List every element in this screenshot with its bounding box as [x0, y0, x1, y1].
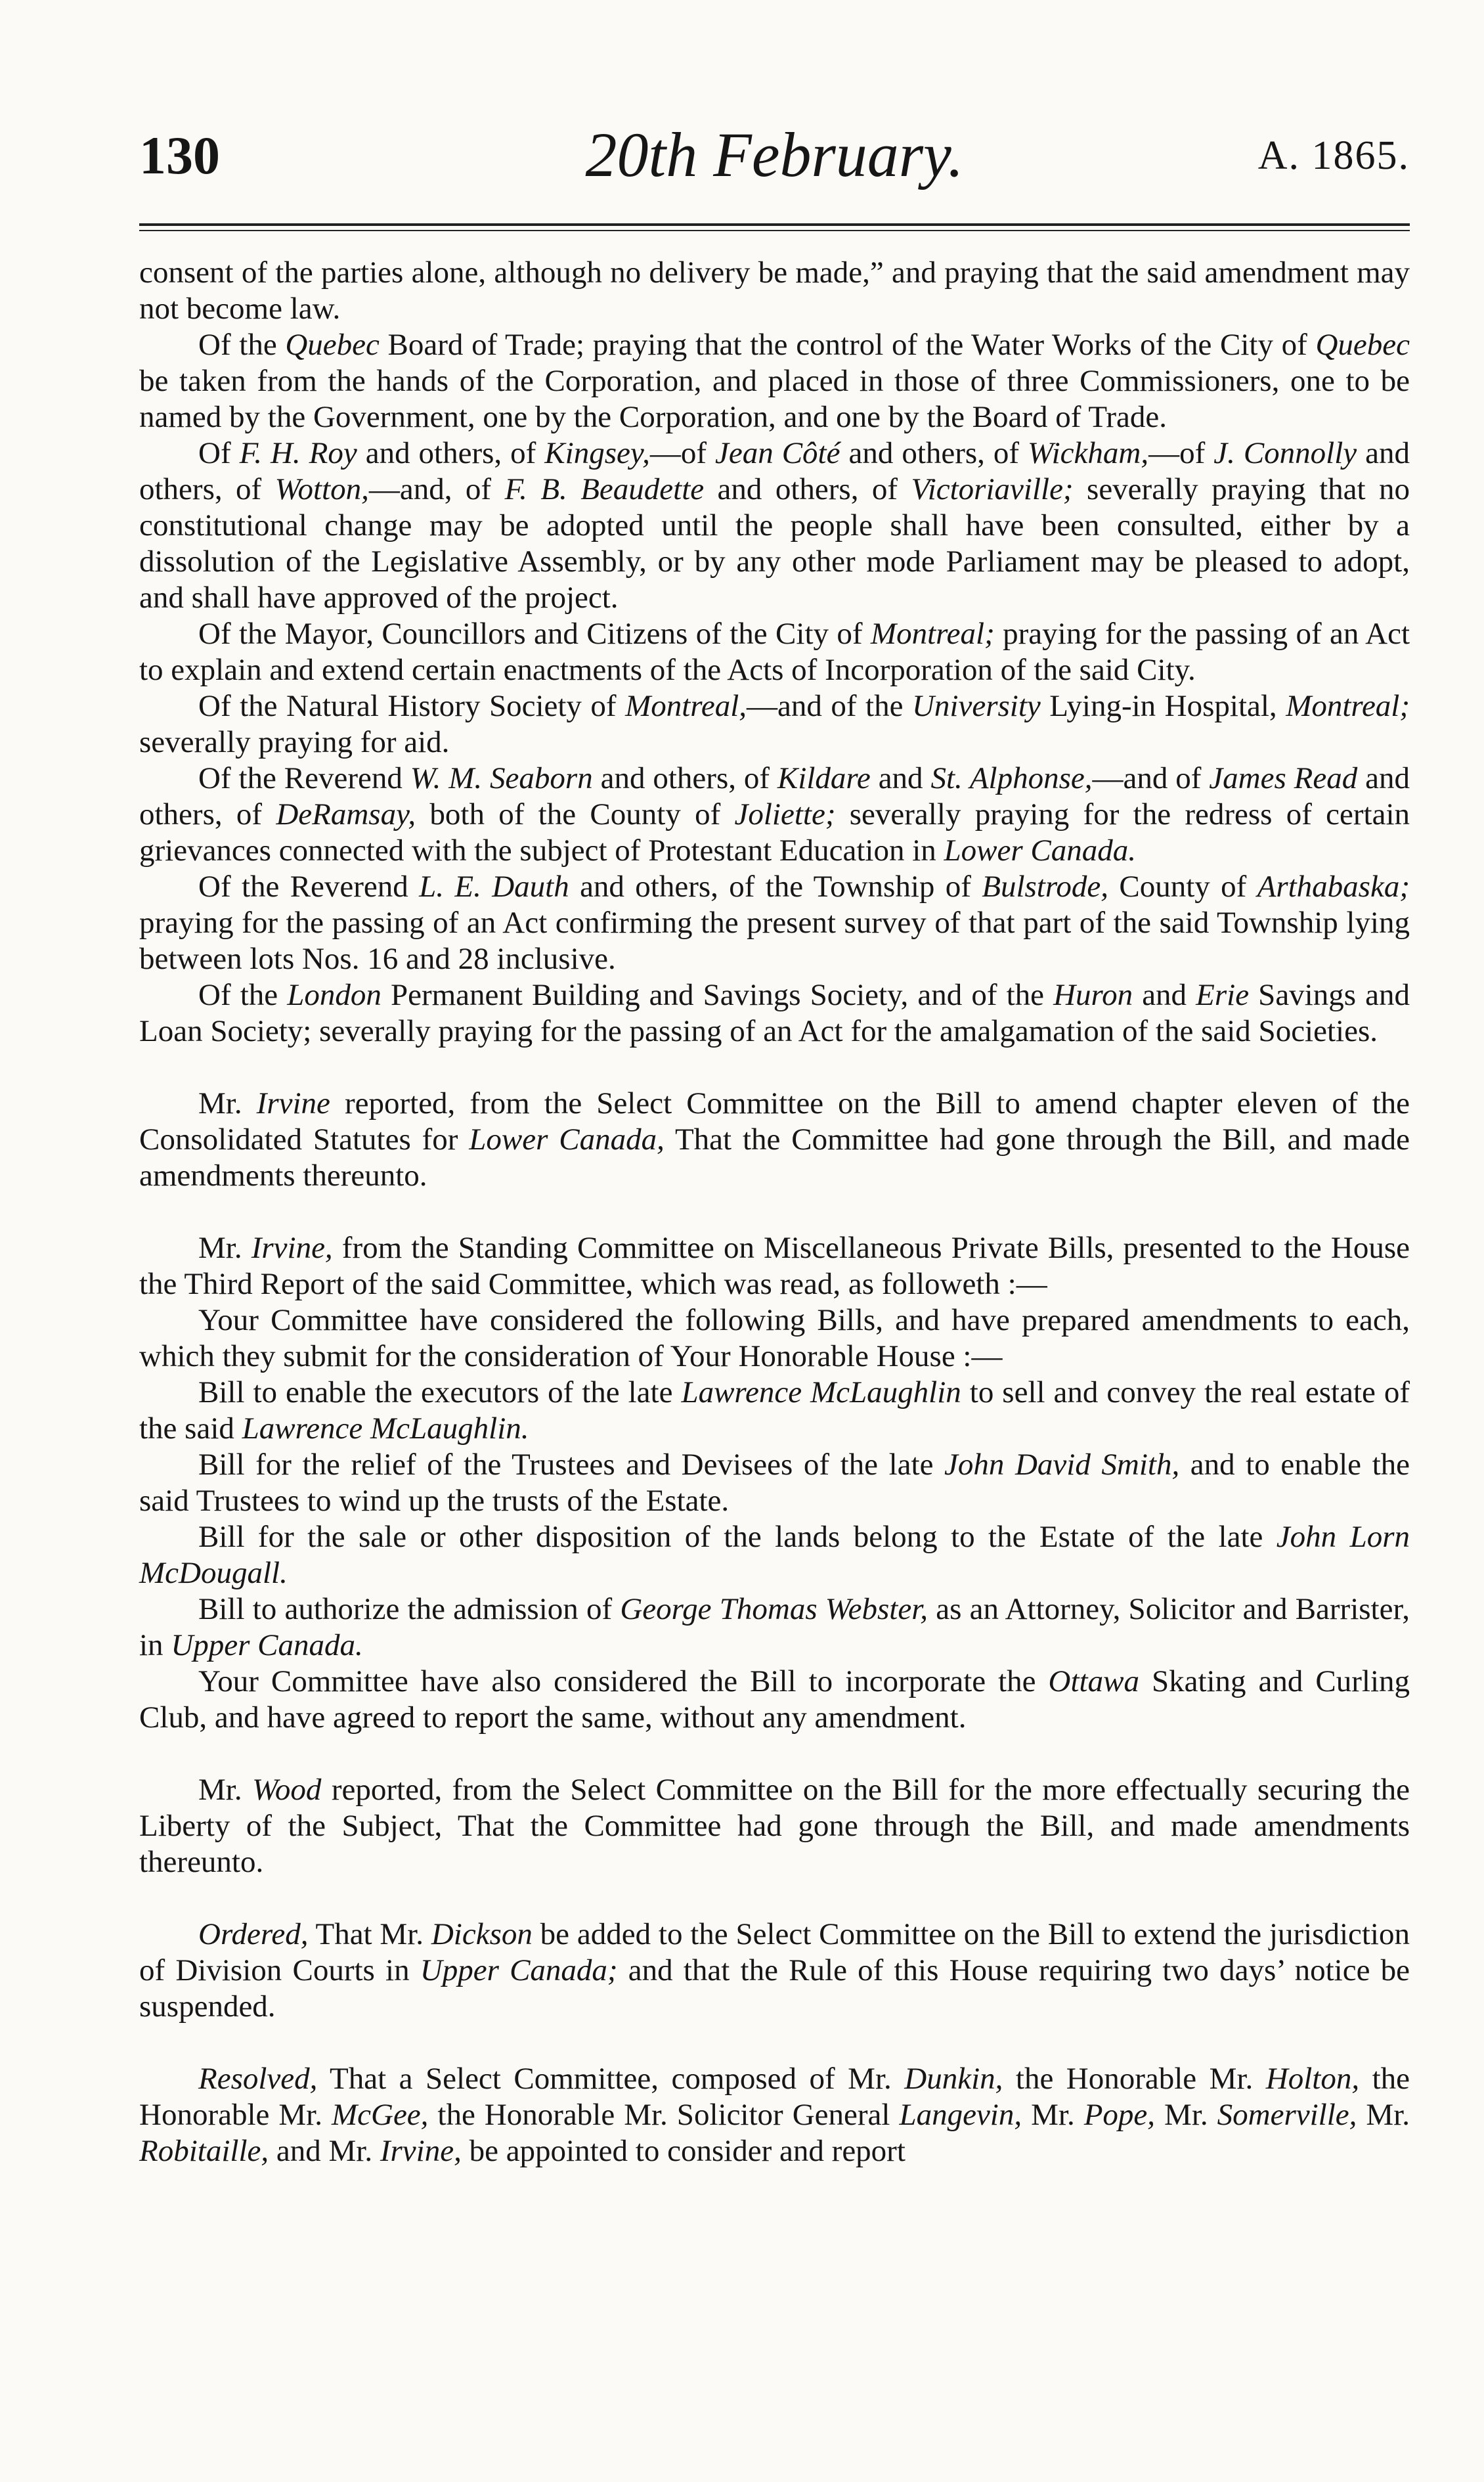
text-run: consent of the parties alone, although no delivery be made,” and praying that the said amendment may not become law.: [139, 255, 1410, 326]
text-run: Mr.: [1022, 2098, 1084, 2132]
text-run: and: [870, 761, 931, 795]
text-run: Mr.: [198, 1231, 251, 1265]
text-run: Of the Natural History Society of: [198, 689, 626, 723]
text-run: and to enable the said Trustees to wind up the trusts of the Estate.: [139, 1448, 1410, 1518]
italic-text-run: University: [911, 689, 1041, 723]
italic-text-run: W. M. Seaborn: [410, 761, 593, 795]
italic-text-run: Ordered,: [198, 1917, 309, 1951]
paragraph: [139, 255, 1410, 327]
text-run: Mr.: [198, 1773, 253, 1807]
text-run: Of the: [198, 978, 288, 1012]
italic-text-run: Lower Canada,: [469, 1122, 665, 1157]
italic-text-run: Upper Canada.: [171, 1628, 363, 1662]
text-run: —of: [1148, 436, 1214, 470]
text-run: Bill for the relief of the Trustees and Devisees of the late: [198, 1448, 945, 1482]
italic-text-run: Joliette;: [734, 797, 836, 831]
text-run: both of the County of: [416, 797, 735, 831]
italic-text-run: Huron: [1053, 978, 1133, 1012]
paragraph: [139, 616, 1410, 688]
text-run: praying for the passing of an Act to explain and extend certain enactments of the Acts of Incorporation of the said City.: [139, 617, 1410, 687]
text-run: Mr.: [1357, 2098, 1410, 2132]
italic-text-run: Pope,: [1083, 2098, 1156, 2132]
text-run: and others, of the Township of: [569, 870, 982, 904]
paragraph: [139, 327, 1410, 435]
text-run: severally praying that no constitutional change may be adopted until the people shall have been consulted, either by a dissolution of the Legislative Assembly, or by any other mode Parliament may be pleased to adopt, and shall have approved of the project.: [139, 472, 1410, 615]
text-run: Your Committee have considered the following Bills, and have prepared amendments to each, which they submit for the consideration of Your Honorable House :—: [139, 1303, 1410, 1373]
italic-text-run: St. Alphonse,: [930, 761, 1093, 795]
paragraph: [139, 869, 1410, 977]
italic-text-run: George Thomas Webster,: [620, 1592, 928, 1626]
paragraph: [139, 1230, 1410, 1302]
text-run: Of the Reverend: [198, 870, 420, 904]
text-run: County of: [1108, 870, 1257, 904]
italic-text-run: Upper Canada;: [420, 1953, 618, 1987]
italic-text-run: Irvine: [256, 1086, 330, 1120]
italic-text-run: Ottawa: [1048, 1664, 1139, 1698]
text-run: Mr.: [198, 1086, 257, 1120]
text-run: Bill for the sale or other disposition of the lands belong to the Estate of the late: [198, 1520, 1277, 1554]
text-run: and others, of: [357, 436, 545, 470]
italic-text-run: F. B. Beaudette: [504, 472, 705, 506]
paragraph: [139, 1447, 1410, 1519]
text-run: as an Attorney, Solicitor and Barrister, in: [139, 1592, 1410, 1662]
paragraph: [139, 1591, 1410, 1664]
text-run: severally praying for aid.: [139, 725, 450, 759]
paragraph: [139, 1917, 1410, 2025]
text-run: severally praying for the redress of certain grievances connected with the subject of Protestant Education in: [139, 797, 1410, 868]
italic-text-run: DeRamsay,: [276, 797, 416, 831]
paragraph: [139, 1302, 1410, 1375]
italic-text-run: Wood: [252, 1773, 322, 1807]
italic-text-run: Montreal;: [1286, 689, 1410, 723]
paragraph: [139, 761, 1410, 869]
italic-text-run: Holton,: [1265, 2062, 1360, 2096]
text-run: and Mr.: [269, 2134, 380, 2168]
paragraph: [139, 977, 1410, 1050]
text-run: and others, of: [840, 436, 1028, 470]
text-run: —and of the: [747, 689, 912, 723]
text-run: the Honorable Mr.: [139, 2062, 1410, 2132]
paragraph: [139, 2061, 1410, 2169]
text-run: from the Standing Committee on Miscellaneous Private Bills, presented to the House the Third Report of the said Committee, which was read, as followeth :—: [139, 1231, 1410, 1301]
text-run: Bill to authorize the admission of: [198, 1592, 621, 1626]
text-run: Board of Trade; praying that the control of the Water Works of the City of: [379, 328, 1316, 362]
italic-text-run: Arthabaska;: [1257, 870, 1410, 904]
page-date: 20th February.: [585, 120, 964, 190]
text-run: Mr.: [1155, 2098, 1217, 2132]
italic-text-run: Lower Canada.: [944, 833, 1137, 868]
italic-text-run: Quebec: [285, 328, 380, 362]
paragraph: [139, 1375, 1410, 1447]
text-run: the Honorable Mr. Solicitor General: [428, 2098, 900, 2132]
document-page: [139, 118, 1410, 2169]
page-year: A. 1865.: [1257, 133, 1410, 178]
text-run: Lying-in Hospital,: [1040, 689, 1286, 723]
italic-text-run: Resolved,: [198, 2062, 318, 2096]
italic-text-run: Montreal;: [870, 617, 995, 651]
document-body: [139, 255, 1410, 2169]
text-run: be appointed to consider and report: [461, 2134, 906, 2168]
text-run: —and, of: [368, 472, 505, 506]
text-run: be added to the Select Committee on the Bill to extend the jurisdiction of Division Courts in: [139, 1917, 1410, 1987]
text-run: reported, from the Select Committee on the Bill for the more effectually securing the Liberty of the Subject, That the Committee had gone through the Bill, and made amendments thereunto.: [139, 1773, 1410, 1879]
text-run: Permanent Building and Savings Society, and of the: [381, 978, 1054, 1012]
text-run: and that the Rule of this House requiring two days’ notice be suspended.: [139, 1953, 1410, 2024]
page-number: 130: [139, 125, 220, 185]
italic-text-run: Wotton,: [274, 472, 369, 506]
italic-text-run: Bulstrode,: [982, 870, 1109, 904]
text-run: reported, from the Select Committee on the Bill to amend chapter eleven of the Consolidated Statutes for: [139, 1086, 1410, 1157]
text-run: to sell and convey the real estate of the said: [139, 1375, 1410, 1446]
paragraph: [139, 688, 1410, 761]
text-run: Of the Reverend: [198, 761, 410, 795]
italic-text-run: Montreal,: [625, 689, 747, 723]
italic-text-run: Lawrence McLaughlin: [681, 1375, 961, 1409]
italic-text-run: Kingsey,: [544, 436, 650, 470]
text-run: That a Select Committee, composed of Mr.: [317, 2062, 905, 2096]
text-run: the Honorable Mr.: [1003, 2062, 1266, 2096]
italic-text-run: Irvine,: [380, 2134, 462, 2168]
paragraph: [139, 1086, 1410, 1194]
text-run: —of: [649, 436, 715, 470]
paragraph: [139, 1772, 1410, 1880]
paragraph: [139, 435, 1410, 616]
italic-text-run: London: [287, 978, 382, 1012]
italic-text-run: Somerville,: [1217, 2098, 1357, 2132]
text-run: Of: [198, 436, 240, 470]
italic-text-run: Wickham,: [1028, 436, 1149, 470]
text-run: That the Committee had gone through the Bill, and made amendments thereunto.: [139, 1122, 1410, 1193]
text-run: Skating and Curling Club, and have agreed to report the same, without any amendment.: [139, 1664, 1410, 1735]
text-run: Of the: [198, 328, 286, 362]
italic-text-run: Langevin,: [899, 2098, 1022, 2132]
italic-text-run: Quebec: [1315, 328, 1410, 362]
italic-text-run: McGee,: [331, 2098, 429, 2132]
page-header: [139, 118, 1410, 190]
text-run: be taken from the hands of the Corporation, and placed in those of three Commissioners, one to be named by the Government, one by the Corporation, and one by the Board of Trade.: [139, 364, 1410, 434]
italic-text-run: James Read: [1209, 761, 1358, 795]
text-run: That Mr.: [308, 1917, 431, 1951]
italic-text-run: J. Connolly: [1213, 436, 1357, 470]
italic-text-run: Jean Côté: [715, 436, 840, 470]
italic-text-run: Dunkin,: [904, 2062, 1003, 2096]
italic-text-run: Irvine,: [251, 1231, 333, 1265]
paragraph: [139, 1664, 1410, 1736]
italic-text-run: Erie: [1196, 978, 1250, 1012]
text-run: Savings and Loan Society; severally praying for the passing of an Act for the amalgamation of the said Societies.: [139, 978, 1410, 1048]
text-run: and others, of: [139, 761, 1410, 831]
italic-text-run: Robitaille,: [139, 2134, 269, 2168]
italic-text-run: Dickson: [431, 1917, 533, 1951]
text-run: —and of: [1092, 761, 1210, 795]
paragraph: [139, 1519, 1410, 1591]
text-run: Bill to enable the executors of the late: [198, 1375, 682, 1409]
text-run: and others, of: [139, 436, 1410, 506]
italic-text-run: John David Smith,: [944, 1448, 1180, 1482]
text-run: and: [1133, 978, 1196, 1012]
italic-text-run: L. E. Dauth: [419, 870, 569, 904]
text-run: and others, of: [592, 761, 777, 795]
italic-text-run: John Lorn McDougall.: [139, 1520, 1410, 1590]
italic-text-run: Lawrence McLaughlin.: [242, 1411, 529, 1446]
italic-text-run: Kildare: [777, 761, 871, 795]
header-double-rule: [139, 223, 1410, 231]
text-run: Your Committee have also considered the Bill to incorporate the: [198, 1664, 1049, 1698]
italic-text-run: F. H. Roy: [239, 436, 357, 470]
text-run: and others, of: [704, 472, 911, 506]
italic-text-run: Victoriaville;: [911, 472, 1074, 506]
text-run: praying for the passing of an Act confirming the present survey of that part of the said Township lying between lots Nos. 16 and 28 inclusive.: [139, 906, 1410, 976]
text-run: Of the Mayor, Councillors and Citizens of the City of: [198, 617, 871, 651]
